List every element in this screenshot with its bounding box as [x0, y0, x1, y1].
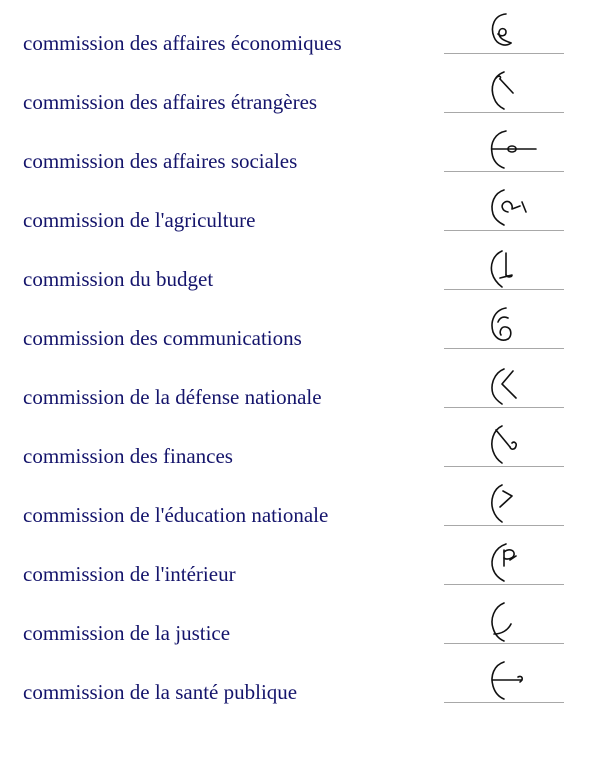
- commission-label: commission de l'intérieur: [23, 562, 236, 586]
- signature-line: [444, 230, 564, 231]
- interieur-shorthand-icon: [484, 538, 544, 584]
- signature-line: [444, 112, 564, 113]
- signature-line: [444, 525, 564, 526]
- commission-label: commission des affaires étrangères: [23, 90, 318, 114]
- education-nationale-shorthand-icon: [484, 479, 544, 525]
- justice-shorthand-icon: [484, 597, 544, 643]
- communications-shorthand-icon: [484, 302, 544, 348]
- commission-label: commission de la défense nationale: [23, 385, 322, 409]
- signature-line: [444, 407, 564, 408]
- signature-line: [444, 466, 564, 467]
- commission-label: commission des affaires sociales: [23, 149, 298, 173]
- signature-line: [444, 171, 564, 172]
- commission-label: commission du budget: [23, 267, 214, 291]
- sante-publique-shorthand-icon: [484, 656, 544, 702]
- signature-line: [444, 348, 564, 349]
- agriculture-shorthand-icon: [484, 184, 544, 230]
- commission-label: commission de l'agriculture: [23, 208, 256, 232]
- defense-nationale-shorthand-icon: [484, 361, 544, 407]
- affaires-sociales-shorthand-icon: [484, 125, 544, 171]
- signature-line: [444, 702, 564, 703]
- signature-line: [444, 53, 564, 54]
- commission-label: commission des communications: [23, 326, 302, 350]
- budget-shorthand-icon: [484, 243, 544, 289]
- commission-label: commission de l'éducation nationale: [23, 503, 329, 527]
- signature-line: [444, 584, 564, 585]
- commission-label: commission des affaires économiques: [23, 31, 342, 55]
- affaires-economiques-shorthand-icon: [484, 7, 544, 53]
- commission-label: commission de la justice: [23, 621, 231, 645]
- signature-line: [444, 289, 564, 290]
- finances-shorthand-icon: [484, 420, 544, 466]
- commission-row: [0, 664, 591, 723]
- affaires-etrangeres-shorthand-icon: [484, 66, 544, 112]
- commission-label: commission des finances: [23, 444, 233, 468]
- signature-line: [444, 643, 564, 644]
- commission-label: commission de la santé publique: [23, 680, 298, 704]
